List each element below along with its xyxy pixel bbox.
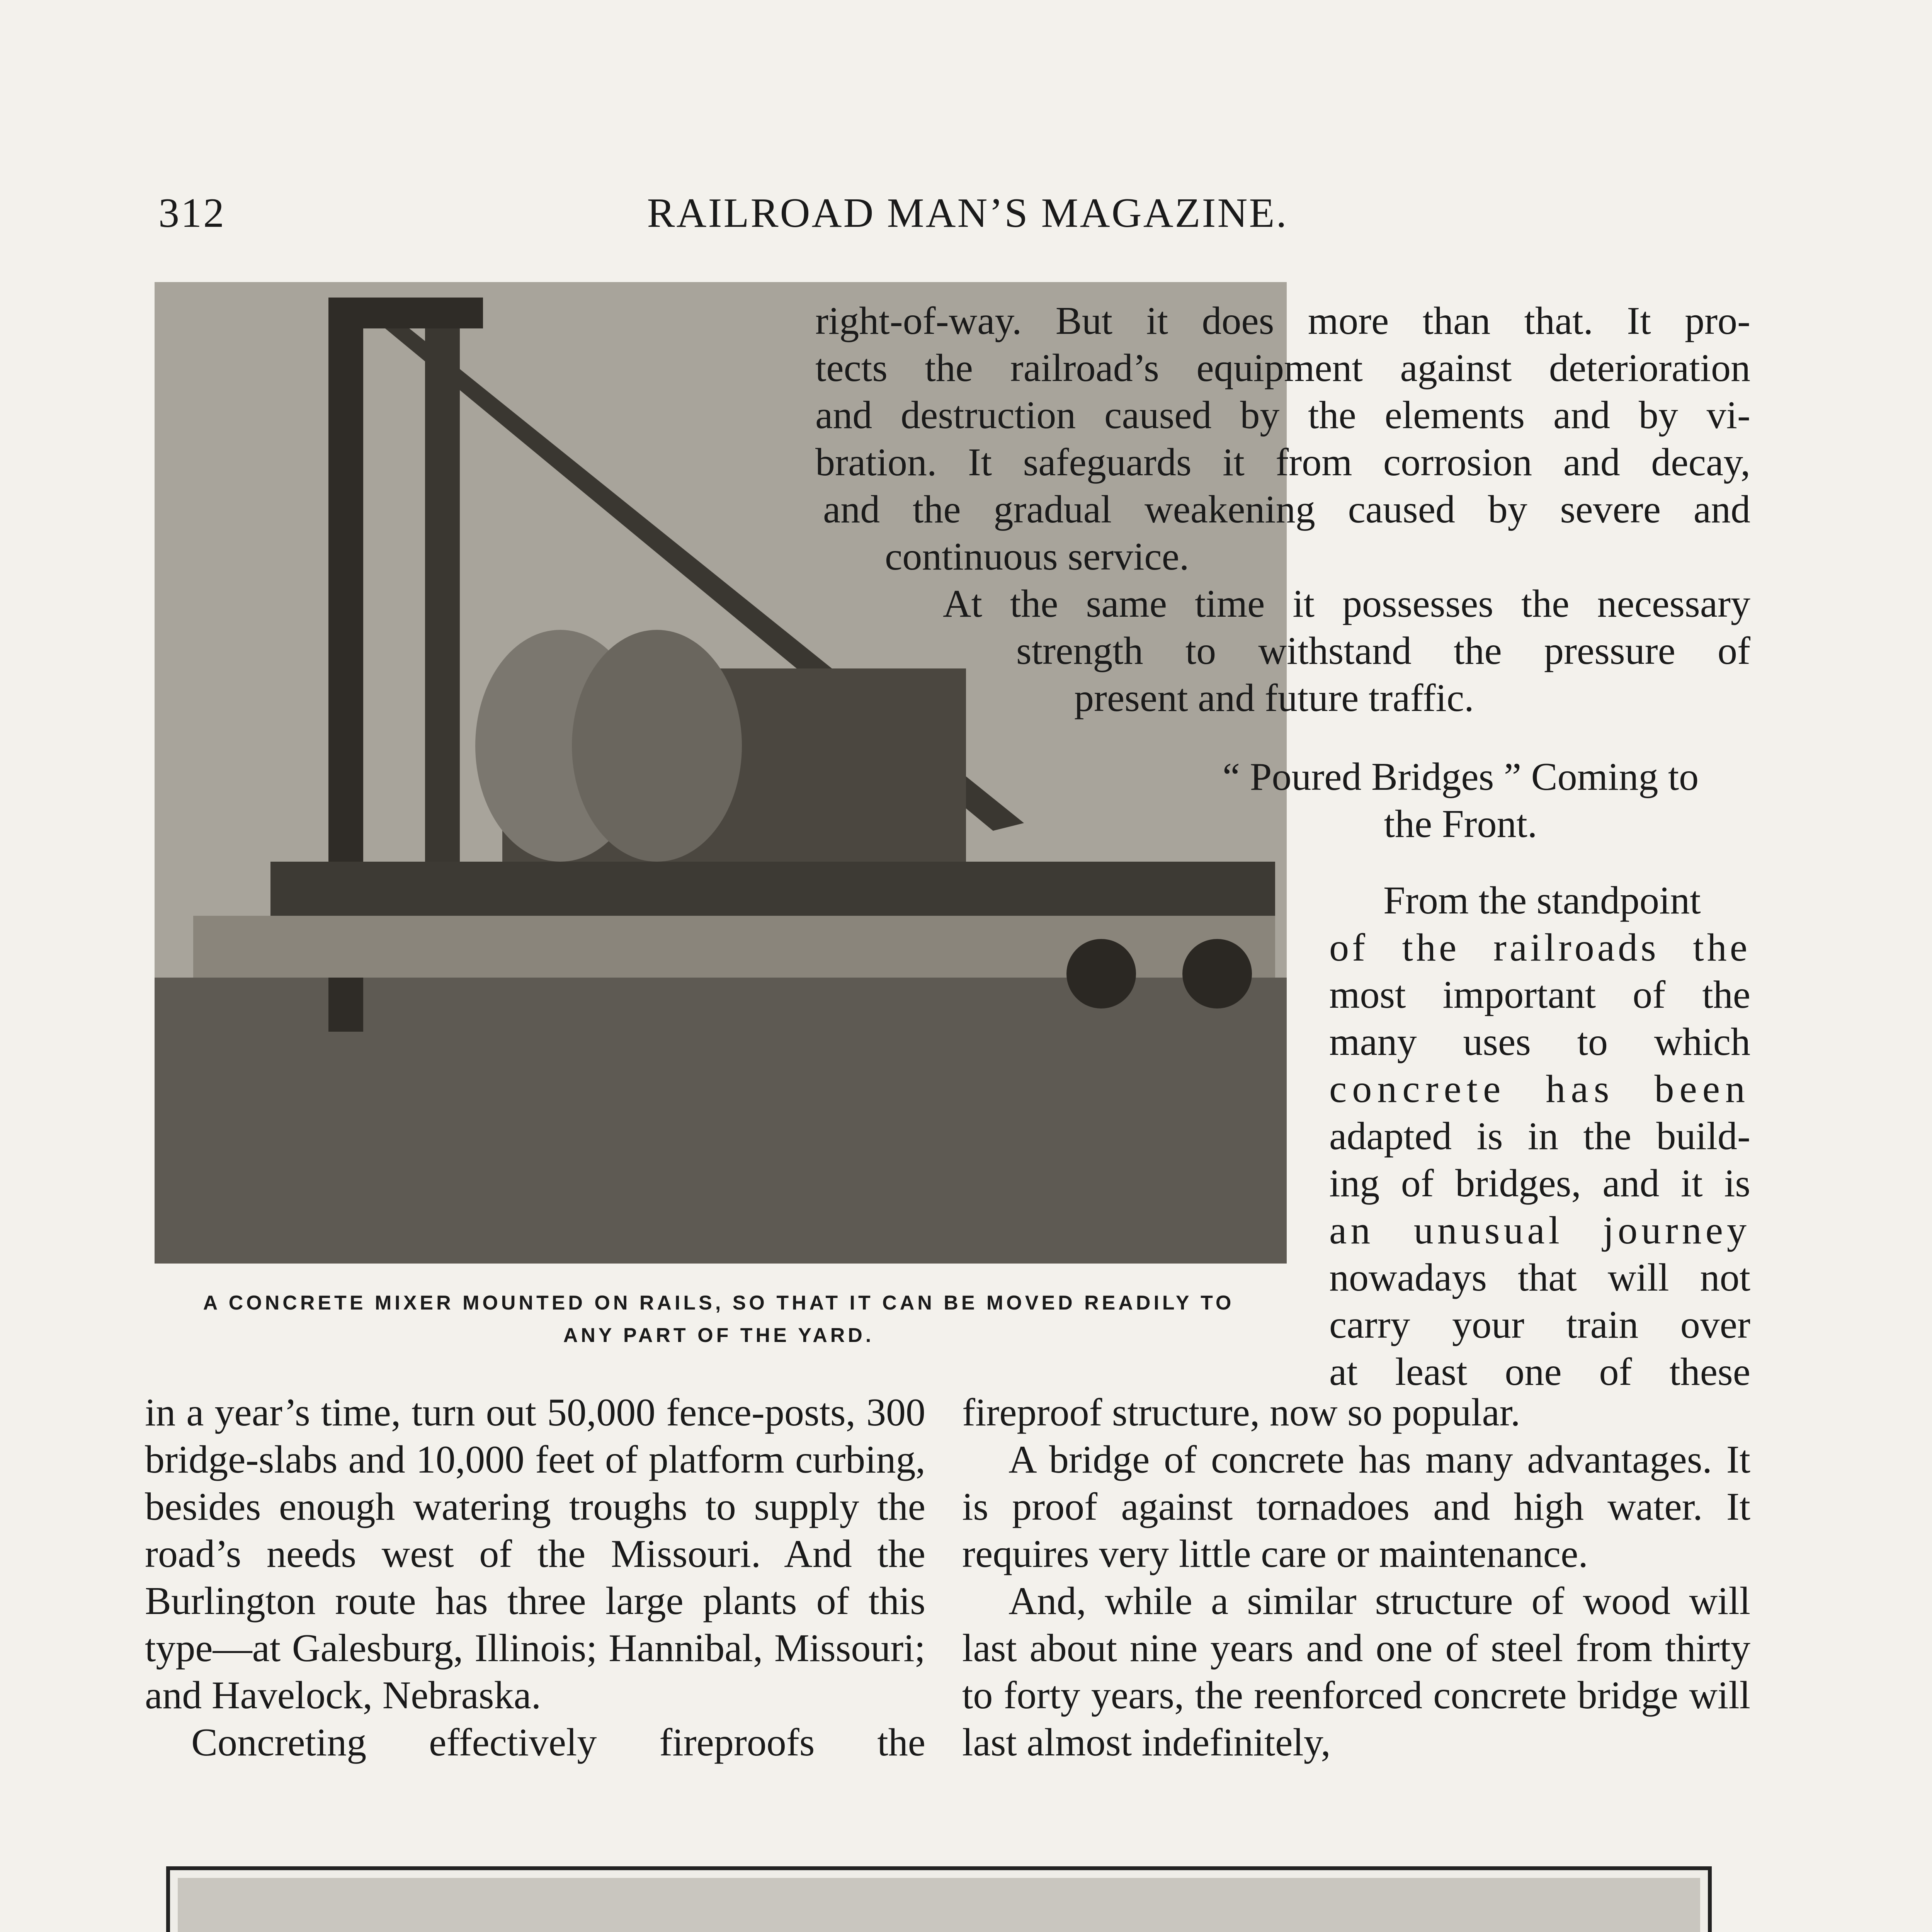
text-line: From the standpoint	[1383, 879, 1701, 922]
paragraph: Concreting effectively fireproofs the	[191, 1721, 925, 1764]
text-line: adapted is in the build-	[1329, 1114, 1750, 1158]
text-line: At the same time it possesses the necessary	[943, 582, 1750, 626]
arch-bridge-photo-frame	[166, 1866, 1712, 1932]
paragraph: A bridge of concrete has many advantages. It is proof against tornadoes and high water. It requires very little care or maintenance.	[962, 1438, 1750, 1576]
text-line: nowadays that will not	[1329, 1256, 1750, 1299]
page-number: 312	[158, 190, 226, 236]
text-line: concrete has been	[1329, 1067, 1750, 1111]
text-line: strength to withstand the pressure of	[1016, 629, 1750, 673]
text-line: at least one of these	[1329, 1350, 1750, 1394]
text-line: tects the railroad’s equipment against deterioration	[815, 346, 1750, 390]
text-line: continuous service.	[885, 535, 1189, 578]
section-heading	[1167, 753, 1754, 848]
left-column	[145, 1389, 925, 1766]
arch-bridge-photo	[178, 1878, 1700, 1932]
paragraph: fireproof structure, now so popular.	[962, 1391, 1520, 1434]
text-line: most important of the	[1329, 973, 1750, 1017]
text-line: and destruction caused by the elements and by vi-	[815, 393, 1750, 437]
text-line: present and future traffic.	[1074, 676, 1474, 720]
section-heading-line: “ Poured Bridges ” Coming to	[1222, 755, 1699, 799]
right-column	[962, 1389, 1750, 1766]
text-line: carry your train over	[1329, 1303, 1750, 1347]
text-line: bration. It safeguards it from corrosion and decay,	[815, 440, 1750, 484]
section-heading-line: the Front.	[1384, 802, 1537, 846]
text-line: ing of bridges, and it is	[1329, 1162, 1750, 1205]
text-line: of the railroads the	[1329, 926, 1750, 969]
running-title: RAILROAD MAN’S MAGAZINE.	[647, 190, 1288, 236]
wrap-text-top	[815, 298, 1750, 722]
wrap-text-narrow	[1329, 877, 1750, 1396]
text-line: and the gradual weakening caused by severe and	[823, 488, 1750, 531]
figure-caption: A CONCRETE MIXER MOUNTED ON RAILS, SO THAT IT CAN BE MOVED READILY TO ANY PART OF THE YARD.	[203, 1292, 1235, 1347]
text-line: right-of-way. But it does more than that. It pro-	[815, 299, 1750, 343]
paragraph: in a year’s time, turn out 50,000 fence-posts, 300 bridge-slabs and 10,000 feet of platform curbing, besides enough watering troughs to supply the road’s needs west of the Missouri. And the Burlington route has three large plants of this type—at Galesburg, Illinois; Hannibal, Missouri; and Havelock, Nebraska.	[145, 1391, 925, 1717]
text-line: many uses to which	[1329, 1020, 1750, 1064]
paragraph: And, while a similar structure of wood will last about nine years and one of steel from thirty to forty years, the reenforced concrete bridge will last almost indefinitely,	[962, 1579, 1750, 1764]
text-line: an unusual journey	[1329, 1209, 1750, 1252]
